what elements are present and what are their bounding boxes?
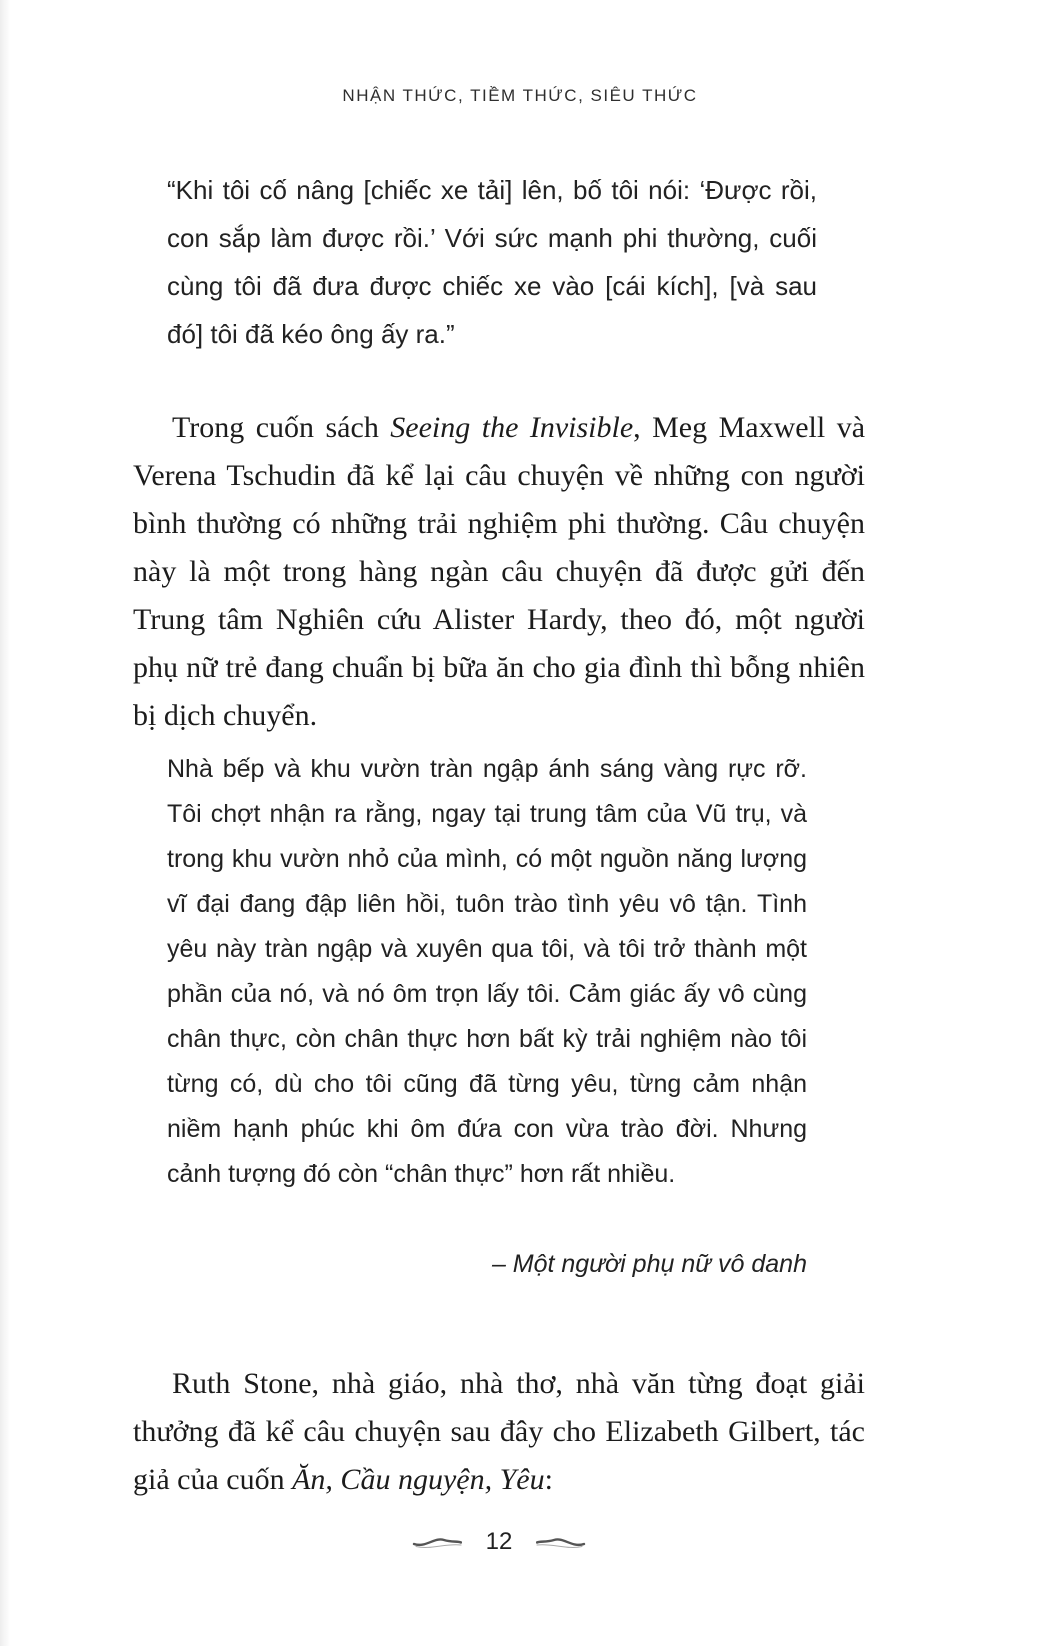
body-paragraph-maxwell: Trong cuốn sách Seeing the Invisible, Meg Maxwell và Verena Tschudin đã kể lại câu chuyện về những con người bình thường có những trải nghiệm phi thường. Câu chuyện này là một trong hàng ngàn câu chuyện đã được gửi đến Trung tâm Nghiên cứu Alister Hardy, theo đó, một người phụ nữ trẻ đang chuẩn bị bữa ăn cho gia đình thì bỗng nhiên bị dịch chuyển. — [133, 411, 866, 732]
body-paragraph-ruth-stone: Ruth Stone, nhà giáo, nhà thơ, nhà văn từng đoạt giải thưởng đã kể câu chuyện sau đây cho Elizabeth Gilbert, tác giả của cuốn Ăn, Cầu nguyện, Yêu: — [133, 1367, 865, 1496]
block-quote-garden: Nhà bếp và khu vườn tràn ngập ánh sáng vàng rực rỡ. Tôi chợt nhận ra rằng, ngay tại trung tâm của Vũ trụ, và trong khu vườn nhỏ của mình, có một nguồn năng lượng vĩ đại đang đập liên hồi, tuôn trào tình yêu vô tận. Tình yêu này tràn ngập và xuyên qua tôi, và tôi trở thành một phần của nó, và nó ôm trọn lấy tôi. Cảm giác ấy vô cùng chân thực, còn chân thực hơn bất kỳ trải nghiệm nào tôi từng có, dù cho tôi cũng đã từng yêu, từng cảm nhận niềm hạnh phúc khi ôm đứa con vừa trào đời. Nhưng cảnh tượng đó còn “chân thực” hơn rất nhiều. — [167, 755, 807, 1188]
opening-quote-paragraph: “Khi tôi cố nâng [chiếc xe tải] lên, bố tôi nói: ‘Được rồi, con sắp làm được rồi.’ Với sức mạnh phi thường, cuối cùng tôi đã đưa được chiếc xe vào [cái kích], [và sau đó] tôi đã kéo ông ấy ra.” — [167, 175, 817, 349]
flourish-left-icon — [412, 1534, 462, 1550]
page-number: 12 — [485, 1528, 513, 1555]
running-header: NHẬN THỨC, TIỀM THỨC, SIÊU THỨC — [342, 86, 698, 105]
page-footer — [133, 1528, 865, 1556]
quote-attribution: – Một người phụ nữ vô danh — [491, 1250, 807, 1278]
flourish-right-icon — [536, 1534, 586, 1550]
